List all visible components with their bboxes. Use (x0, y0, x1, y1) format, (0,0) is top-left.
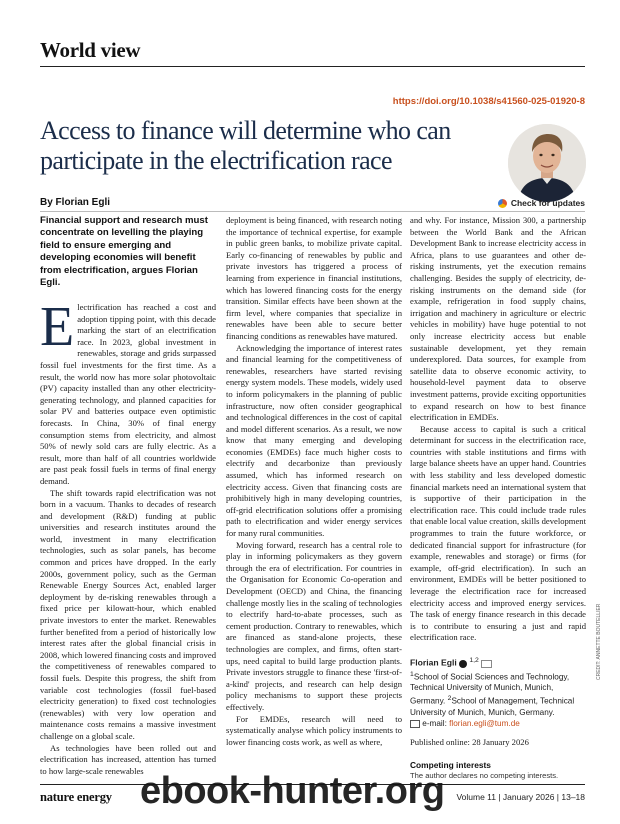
author-portrait-icon (508, 124, 586, 202)
paragraph: Acknowledging the importance of interest rates and financial learning for the competitiveness of renewables, researchers have started revising energy system models. These models, widely used to inform policymakers in the planning of public infrastructure, now often consider geographical and technological differences in the cost of capital and model different scenarios. As a result, we now know that many emerging and developing economies (EMDEs) face much higher costs to electrify and decarbonize than previously assumed, which has informed research on electricity access. Given that financing costs are prohibitively high in many developing countries, off-grid electrification solutions offer a promising path to electrification and wider energy services for many rural communities. (226, 342, 402, 539)
section-label: World view (40, 38, 141, 62)
published-date: Published online: 28 January 2026 (410, 737, 529, 747)
email-label: e-mail: (422, 719, 447, 729)
check-for-updates-button[interactable] (498, 198, 585, 208)
article-title: Access to finance will determine who can participate in the electrification race (40, 116, 451, 175)
competing-interests-text: The author declares no competing interests. (410, 771, 559, 780)
orcid-icon[interactable] (459, 660, 467, 668)
paragraph: As technologies have been rolled out and electrification has increased, attention has turned to how large-scale renewables (40, 742, 216, 776)
paragraph: The shift towards rapid electrification was not born in a vacuum. Thanks to decades of research and development (R&D) funding at public universities and research institutes around the world, investment in many electrification technologies, such as solar panels, has become common and prices have dropped. In the early 2000s, government policy, such as the German Renewable Energy Sources Act, enabled larger deployment by de-risking renewables through a fixed price per kilowatt-hour, which enabled private investors to enter the market. Renewables further benefited from a period of historically low interest rates after the global financial crisis in 2008, which lowered financing costs and improved the competitiveness of renewables compared to fossil fuels. Despite this progress, the shift from variable cost technologies (fossil fuel-based electricity generation) to fixed cost technologies (renewables) with very low operation and maintenance costs remains a massive investment challenge on a global scale. (40, 487, 216, 741)
affiliation-marker: 1,2 (469, 657, 479, 664)
paragraph: For EMDEs, research will need to systematically analyse which policy instruments to lower financing costs work, as well as where, (226, 713, 402, 747)
doi-link[interactable]: https://doi.org/10.1038/s41560-025-01920-8 (392, 96, 585, 107)
byline-rule (40, 211, 585, 212)
dropcap: E (40, 296, 75, 358)
email-link[interactable]: florian.egli@tum.de (449, 719, 520, 729)
byline: By Florian Egli (40, 197, 111, 208)
issue-info: Volume 11 | January 2026 | 13–18 (456, 792, 585, 802)
paragraph: Because access to capital is such a critical determinant for success in the electrification race, countries with stable institutions and firms with large balance sheets have an upper hand. Countries with less stability and less developed domestic financial markets need an international system that is supportive of their participation in the electrification race. This could include trade rules that enable local value creation, skills development programmes to train the future workforce, or dedicated financial support for infrastructure (for example, renewables and storage) or firms (for example, off-grid electrification). In such an environment, EMDEs will be better positioned to leverage the electrification race for increased electricity access and improved energy services. The task of energy finance research in this decade is to contribute to ensuring a just and rapid electrification race. (410, 423, 586, 643)
body-column-3 (410, 215, 586, 644)
author-name: Florian Egli (410, 657, 457, 668)
paragraph (40, 296, 216, 488)
body-column-2 (226, 215, 402, 748)
paragraph-text: lectrification has reached a cost and adoption tipping point, with this decade marking the start of an electrification race. In 2023, global investment in renewables, storage and grids surpassed fossil fuel investments for the first time. As a result, the world now has more solar photovoltaic (PV) capacity installed than any other electricity-generating technology, and planned capacities for solar PV and batteries outpace even optimistic forecasts. In China, 30% of final energy consumption stems from electricity, and almost 50% of newly sold cars are fully electric. As a result, more than half of all countries worldwide are past peak fossil fuels in terms of final energy demand. (40, 302, 216, 486)
crossmark-icon (498, 199, 507, 208)
affiliation-2: School of Management, Technical University of Munich, Munich, Germany. (410, 697, 575, 718)
journal-name: nature energy (40, 790, 112, 804)
author-info: Florian Egli $^{1,2}$ $^1$School of Social Sciences and Technology, Technical University of Munich, Munich, Germany. $^2$School of Management, Technical University of Munich, Munich, Germany. e-mail: florian.egli@tum.de (410, 657, 575, 729)
envelope-icon (410, 720, 420, 728)
top-rule (40, 66, 585, 67)
body-column-1 (40, 296, 216, 777)
paragraph: and why. For instance, Mission 300, a partnership between the World Bank and the African Development Bank to increase electricity access in Africa, plans to use guarantees and other de-risking instruments, yet the execution remains challenging. Besides the supply of electricity, de-risking instruments on the demand side (for example, refrigeration in food supply chains, irrigation and machinery in agriculture or electric vehicles in mobility) have huge potential to not only increase electricity access but enable sustainable development, yet they remain underexplored. Data sources, for example from satellite data to observe economic activity, to household-level payment data to observe investment patterns, provide exciting opportunities to expand research on how to best finance electrification in EMDEs. (410, 215, 586, 423)
check-for-updates-label: Check for updates (510, 198, 585, 208)
paragraph: Moving forward, research has a central role to play in informing policymakers as they govern through the era of electrification. For countries in the Organisation for Economic Co-operation and Development (OECD) and China, the financing challenge mostly lies in the scaling of technologies to electrify hard-to-abate processes, such as cement production. Contrary to renewables, which are financed as stand-alone projects, these technologies are complex, and firms, often start-ups, need capital to build large production plants. Private investors struggle to finance these 'first-of-a-kind' projects, and research can help design policy mechanisms to support these projects effectively. (226, 539, 402, 712)
watermark: ebook-hunter.org (140, 770, 445, 812)
standfirst: Financial support and research must concentrate on levelling the playing field to ensure emerging and developing economies will benefit from electrification, argues Florian Egli. (40, 215, 208, 289)
affiliation-1: School of Social Sciences and Technology, Technical University of Munich, Munich, Germany. (410, 672, 570, 707)
paragraph: deployment is being financed, with research noting the importance of technical expertise, for example in public green banks, to mobilize private capital. Early co-financing of renewables by public and private investors has triggered a process of learning from experience in financial institutions, which has lowered financing costs for the energy transition. Similar effects have been shown at the firm level, where companies that specialize in renewables have been able to secure better financing conditions as renewables have matured. (226, 215, 402, 341)
mail-icon[interactable] (481, 660, 492, 668)
author-photo (508, 124, 586, 202)
photo-credit: CREDIT: ANNETTE BOUTELLIER (596, 603, 602, 680)
competing-interests-heading: Competing interests (410, 760, 491, 770)
